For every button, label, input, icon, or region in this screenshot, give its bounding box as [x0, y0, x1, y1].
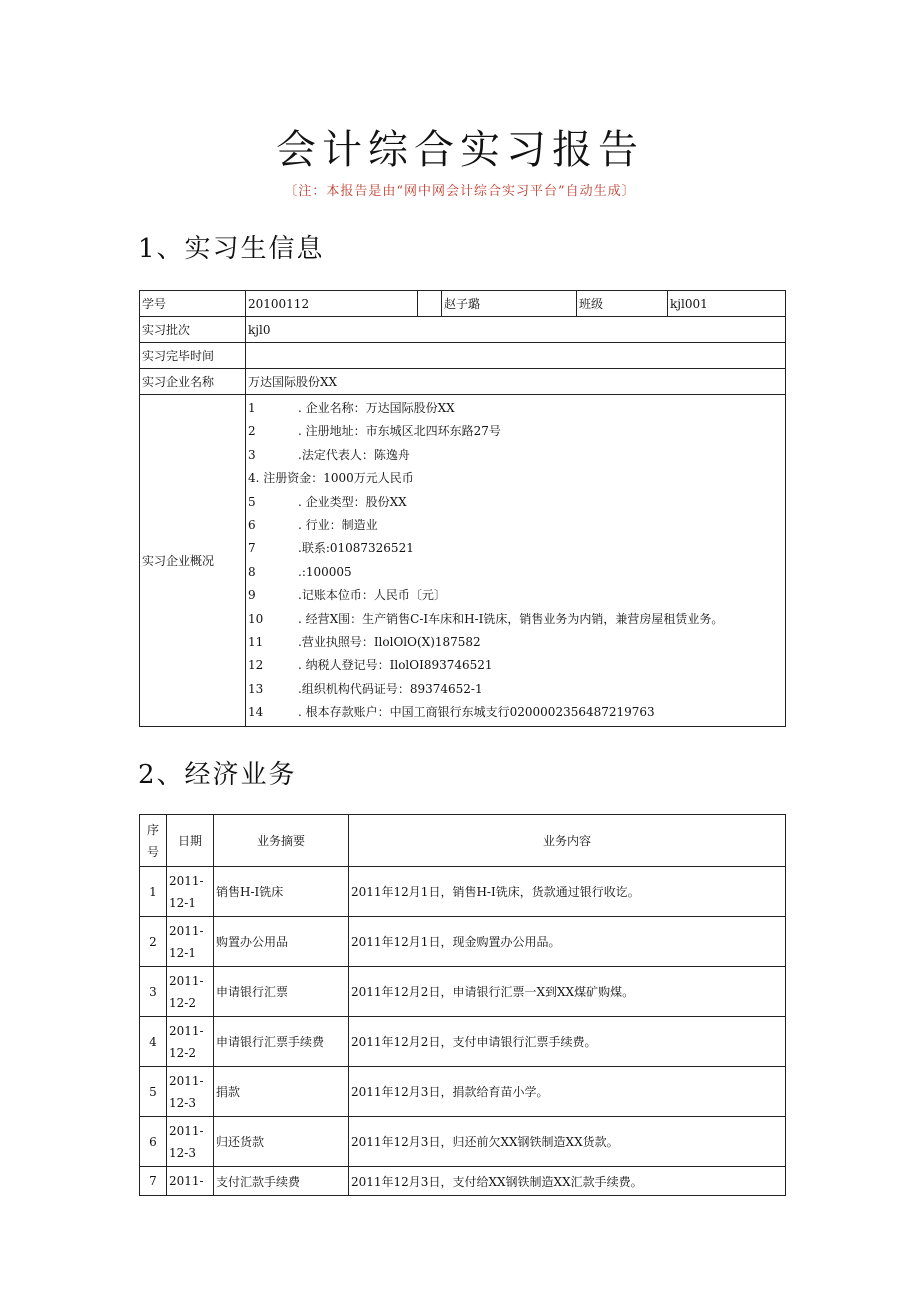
company-overview-label: 实习企业概况 — [140, 395, 246, 727]
overview-text: . 纳税人登记号：IlolOI893746521 — [298, 658, 493, 673]
row-seq: 7 — [140, 1167, 167, 1196]
table-row — [140, 369, 786, 395]
table-row — [140, 1117, 786, 1167]
overview-line — [248, 397, 783, 420]
overview-text: . 根本存款账户：中国工商银行东城支行0200002356487219763 — [298, 705, 655, 720]
overview-text: .组织机构代码证号：89374652-1 — [298, 681, 483, 696]
row-date: 2011- — [167, 1167, 214, 1196]
generation-note: 〔注：本报告是由“网中网会计综合实习平台”自动生成〕 — [284, 184, 636, 199]
row-summary: 购置办公用品 — [214, 917, 349, 967]
overview-line — [248, 420, 783, 443]
overview-number: 7 — [248, 541, 256, 556]
table-row — [140, 917, 786, 967]
row-date: 2011-12-2 — [167, 967, 214, 1017]
overview-text: 4. 注册资金：1000万元人民币 — [248, 471, 414, 486]
overview-text: .记账本位币：人民币〔元〕 — [298, 588, 446, 603]
row-summary: 销售H-I铣床 — [214, 867, 349, 917]
report-title: 会计综合实习报告 — [276, 127, 644, 173]
overview-line — [248, 491, 783, 514]
row-summary: 申请银行汇票 — [214, 967, 349, 1017]
batch-value: kjl0 — [246, 317, 786, 343]
overview-number: 6 — [248, 517, 256, 532]
student-id-value: 20100112 — [246, 291, 418, 317]
overview-line — [248, 444, 783, 467]
student-info-table — [139, 290, 786, 727]
section-heading-student-info: 1、实习生信息 — [138, 234, 325, 264]
row-summary: 申请银行汇票手续费 — [214, 1017, 349, 1067]
company-overview-list — [246, 395, 786, 727]
table-row — [140, 1067, 786, 1117]
overview-text: . 行业：制造业 — [298, 517, 378, 532]
overview-number: 12 — [248, 658, 264, 673]
header-date: 日期 — [167, 815, 214, 867]
overview-line — [248, 701, 783, 724]
overview-line — [248, 584, 783, 607]
table-row — [140, 1167, 786, 1196]
overview-number: 13 — [248, 681, 264, 696]
company-name-value: 万达国际股份XX — [246, 369, 786, 395]
student-name-value: 赵子璐 — [442, 291, 577, 317]
company-name-label: 实习企业名称 — [140, 369, 246, 395]
overview-number: 14 — [248, 705, 264, 720]
overview-text: . 企业名称：万达国际股份XX — [298, 401, 455, 415]
table-row — [140, 291, 786, 317]
section-heading-economic-business: 2、经济业务 — [138, 760, 297, 790]
overview-line — [248, 631, 783, 654]
row-seq: 3 — [140, 967, 167, 1017]
table-row — [140, 967, 786, 1017]
overview-number: 5 — [248, 494, 256, 509]
table-header-row — [140, 815, 786, 867]
overview-text: . 经营X围：生产销售C-I车床和H-I铣床，销售业务为内销，兼营房屋租赁业务。 — [298, 611, 724, 626]
row-summary: 捐款 — [214, 1067, 349, 1117]
row-content: 2011年12月3日，归还前欠XX钢铁制造XX货款。 — [349, 1117, 786, 1167]
header-content: 业务内容 — [349, 815, 786, 867]
row-seq: 4 — [140, 1017, 167, 1067]
row-seq: 6 — [140, 1117, 167, 1167]
row-content: 2011年12月2日，支付申请银行汇票手续费。 — [349, 1017, 786, 1067]
class-value: kjl001 — [668, 291, 786, 317]
overview-number: 11 — [248, 634, 264, 649]
overview-number: 2 — [248, 424, 256, 439]
class-label: 班级 — [577, 291, 668, 317]
table-row — [140, 1017, 786, 1067]
row-content: 2011年12月3日，支付给XX钢铁制造XX汇款手续费。 — [349, 1167, 786, 1196]
student-id-label: 学号 — [140, 291, 246, 317]
overview-line — [248, 608, 783, 631]
overview-number: 3 — [248, 447, 256, 462]
finish-time-value — [246, 343, 786, 369]
business-table — [139, 814, 786, 1196]
overview-text: .法定代表人：陈逸舟 — [298, 447, 410, 462]
overview-number: 1 — [248, 401, 256, 415]
row-summary: 支付汇款手续费 — [214, 1167, 349, 1196]
overview-text: . 企业类型：股份XX — [298, 494, 407, 509]
row-content: 2011年12月3日，捐款给育苗小学。 — [349, 1067, 786, 1117]
row-date: 2011-12-3 — [167, 1067, 214, 1117]
row-seq: 1 — [140, 867, 167, 917]
row-content: 2011年12月2日，申请银行汇票一X到XX煤矿购煤。 — [349, 967, 786, 1017]
row-date: 2011-12-3 — [167, 1117, 214, 1167]
row-seq: 5 — [140, 1067, 167, 1117]
overview-line — [248, 561, 783, 584]
row-seq: 2 — [140, 917, 167, 967]
row-date: 2011-12-1 — [167, 917, 214, 967]
overview-line — [248, 654, 783, 677]
row-date: 2011-12-2 — [167, 1017, 214, 1067]
overview-text: .:100005 — [298, 564, 352, 579]
overview-line — [248, 467, 783, 490]
overview-number: 10 — [248, 611, 264, 626]
row-content: 2011年12月1日，现金购置办公用品。 — [349, 917, 786, 967]
table-row — [140, 867, 786, 917]
empty-cell — [418, 291, 442, 317]
table-row — [140, 317, 786, 343]
finish-time-label: 实习完毕时间 — [140, 343, 246, 369]
overview-number: 8 — [248, 564, 256, 579]
table-row — [140, 343, 786, 369]
overview-line — [248, 537, 783, 560]
overview-text: . 注册地址：市东城区北四环东路27号 — [298, 424, 501, 439]
overview-line — [248, 678, 783, 701]
batch-label: 实习批次 — [140, 317, 246, 343]
header-seq: 序号 — [140, 815, 167, 867]
table-row — [140, 395, 786, 727]
overview-text: .联系:01087326521 — [298, 541, 414, 556]
overview-number: 9 — [248, 588, 256, 603]
row-content: 2011年12月1日，销售H-I铣床，货款通过银行收讫。 — [349, 867, 786, 917]
header-summary: 业务摘要 — [214, 815, 349, 867]
row-summary: 归还货款 — [214, 1117, 349, 1167]
overview-text: .营业执照号：IlolOlO(X)187582 — [298, 634, 481, 649]
overview-line — [248, 514, 783, 537]
row-date: 2011-12-1 — [167, 867, 214, 917]
